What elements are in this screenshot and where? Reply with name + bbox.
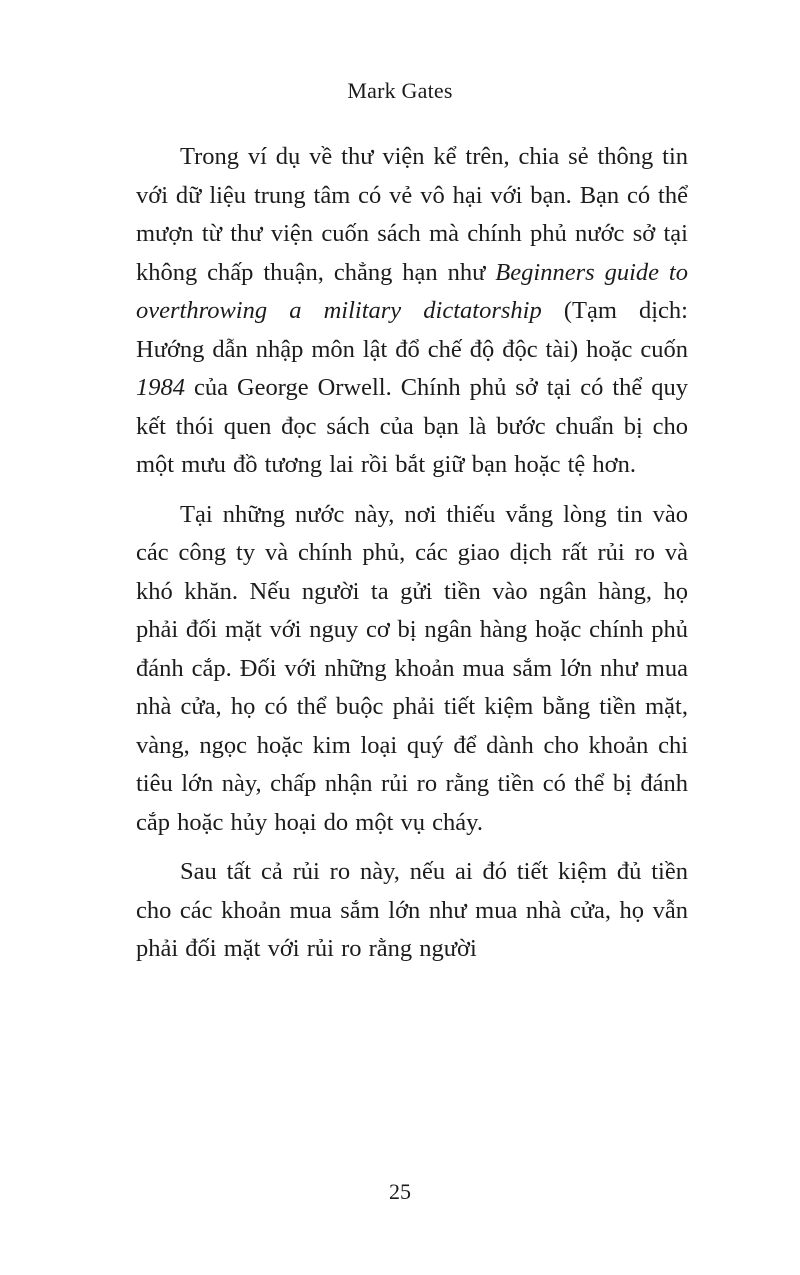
paragraph (136, 853, 688, 969)
running-header-author: Mark Gates (347, 78, 453, 103)
text-run: Tại những nước này, nơi thiếu vắng lòng tin vào các công ty và chính phủ, các giao dịch rất rủi ro và khó khăn. Nếu người ta gửi tiền vào ngân hàng, họ phải đối mặt với nguy cơ bị ngân hàng hoặc chính phủ đánh cắp. Đối với những khoản mua sắm lớn như mua nhà cửa, họ có thể buộc phải tiết kiệm bằng tiền mặt, vàng, ngọc hoặc kim loại quý để dành cho khoản chi tiêu lớn này, chấp nhận rủi ro rằng tiền có thể bị đánh cắp hoặc hủy hoại do một vụ cháy. (136, 500, 688, 836)
page-body (136, 138, 688, 980)
text-run: Trong ví dụ về thư viện kể trên, chia sẻ thông tin với dữ liệu trung tâm có vẻ vô hại với bạn. Bạn có thể mượn từ thư viện cuốn sách mà chính phủ nước sở tại không chấp thuận, chẳng hạn như (136, 143, 688, 286)
book-title-italic: Beginners guide to overthrowing a military dictatorship (136, 258, 688, 324)
book-title-italic: 1984 (136, 374, 185, 401)
text-run: (Tạm dịch: Hướng dẫn nhập môn lật đổ chế độ độc tài) hoặc cuốn (136, 297, 688, 363)
paragraph (136, 496, 688, 843)
paragraph (136, 138, 688, 485)
text-run: Sau tất cả rủi ro này, nếu ai đó tiết kiệm đủ tiền cho các khoản mua sắm lớn như mua nhà cửa, họ vẫn phải đối mặt với rủi ro rằng người (136, 858, 688, 962)
text-run: của George Orwell. Chính phủ sở tại có thể quy kết thói quen đọc sách của bạn là bước chuẩn bị cho một mưu đồ tương lai rồi bắt giữ bạn hoặc tệ hơn. (136, 374, 688, 478)
page-number: 25 (389, 1179, 411, 1204)
